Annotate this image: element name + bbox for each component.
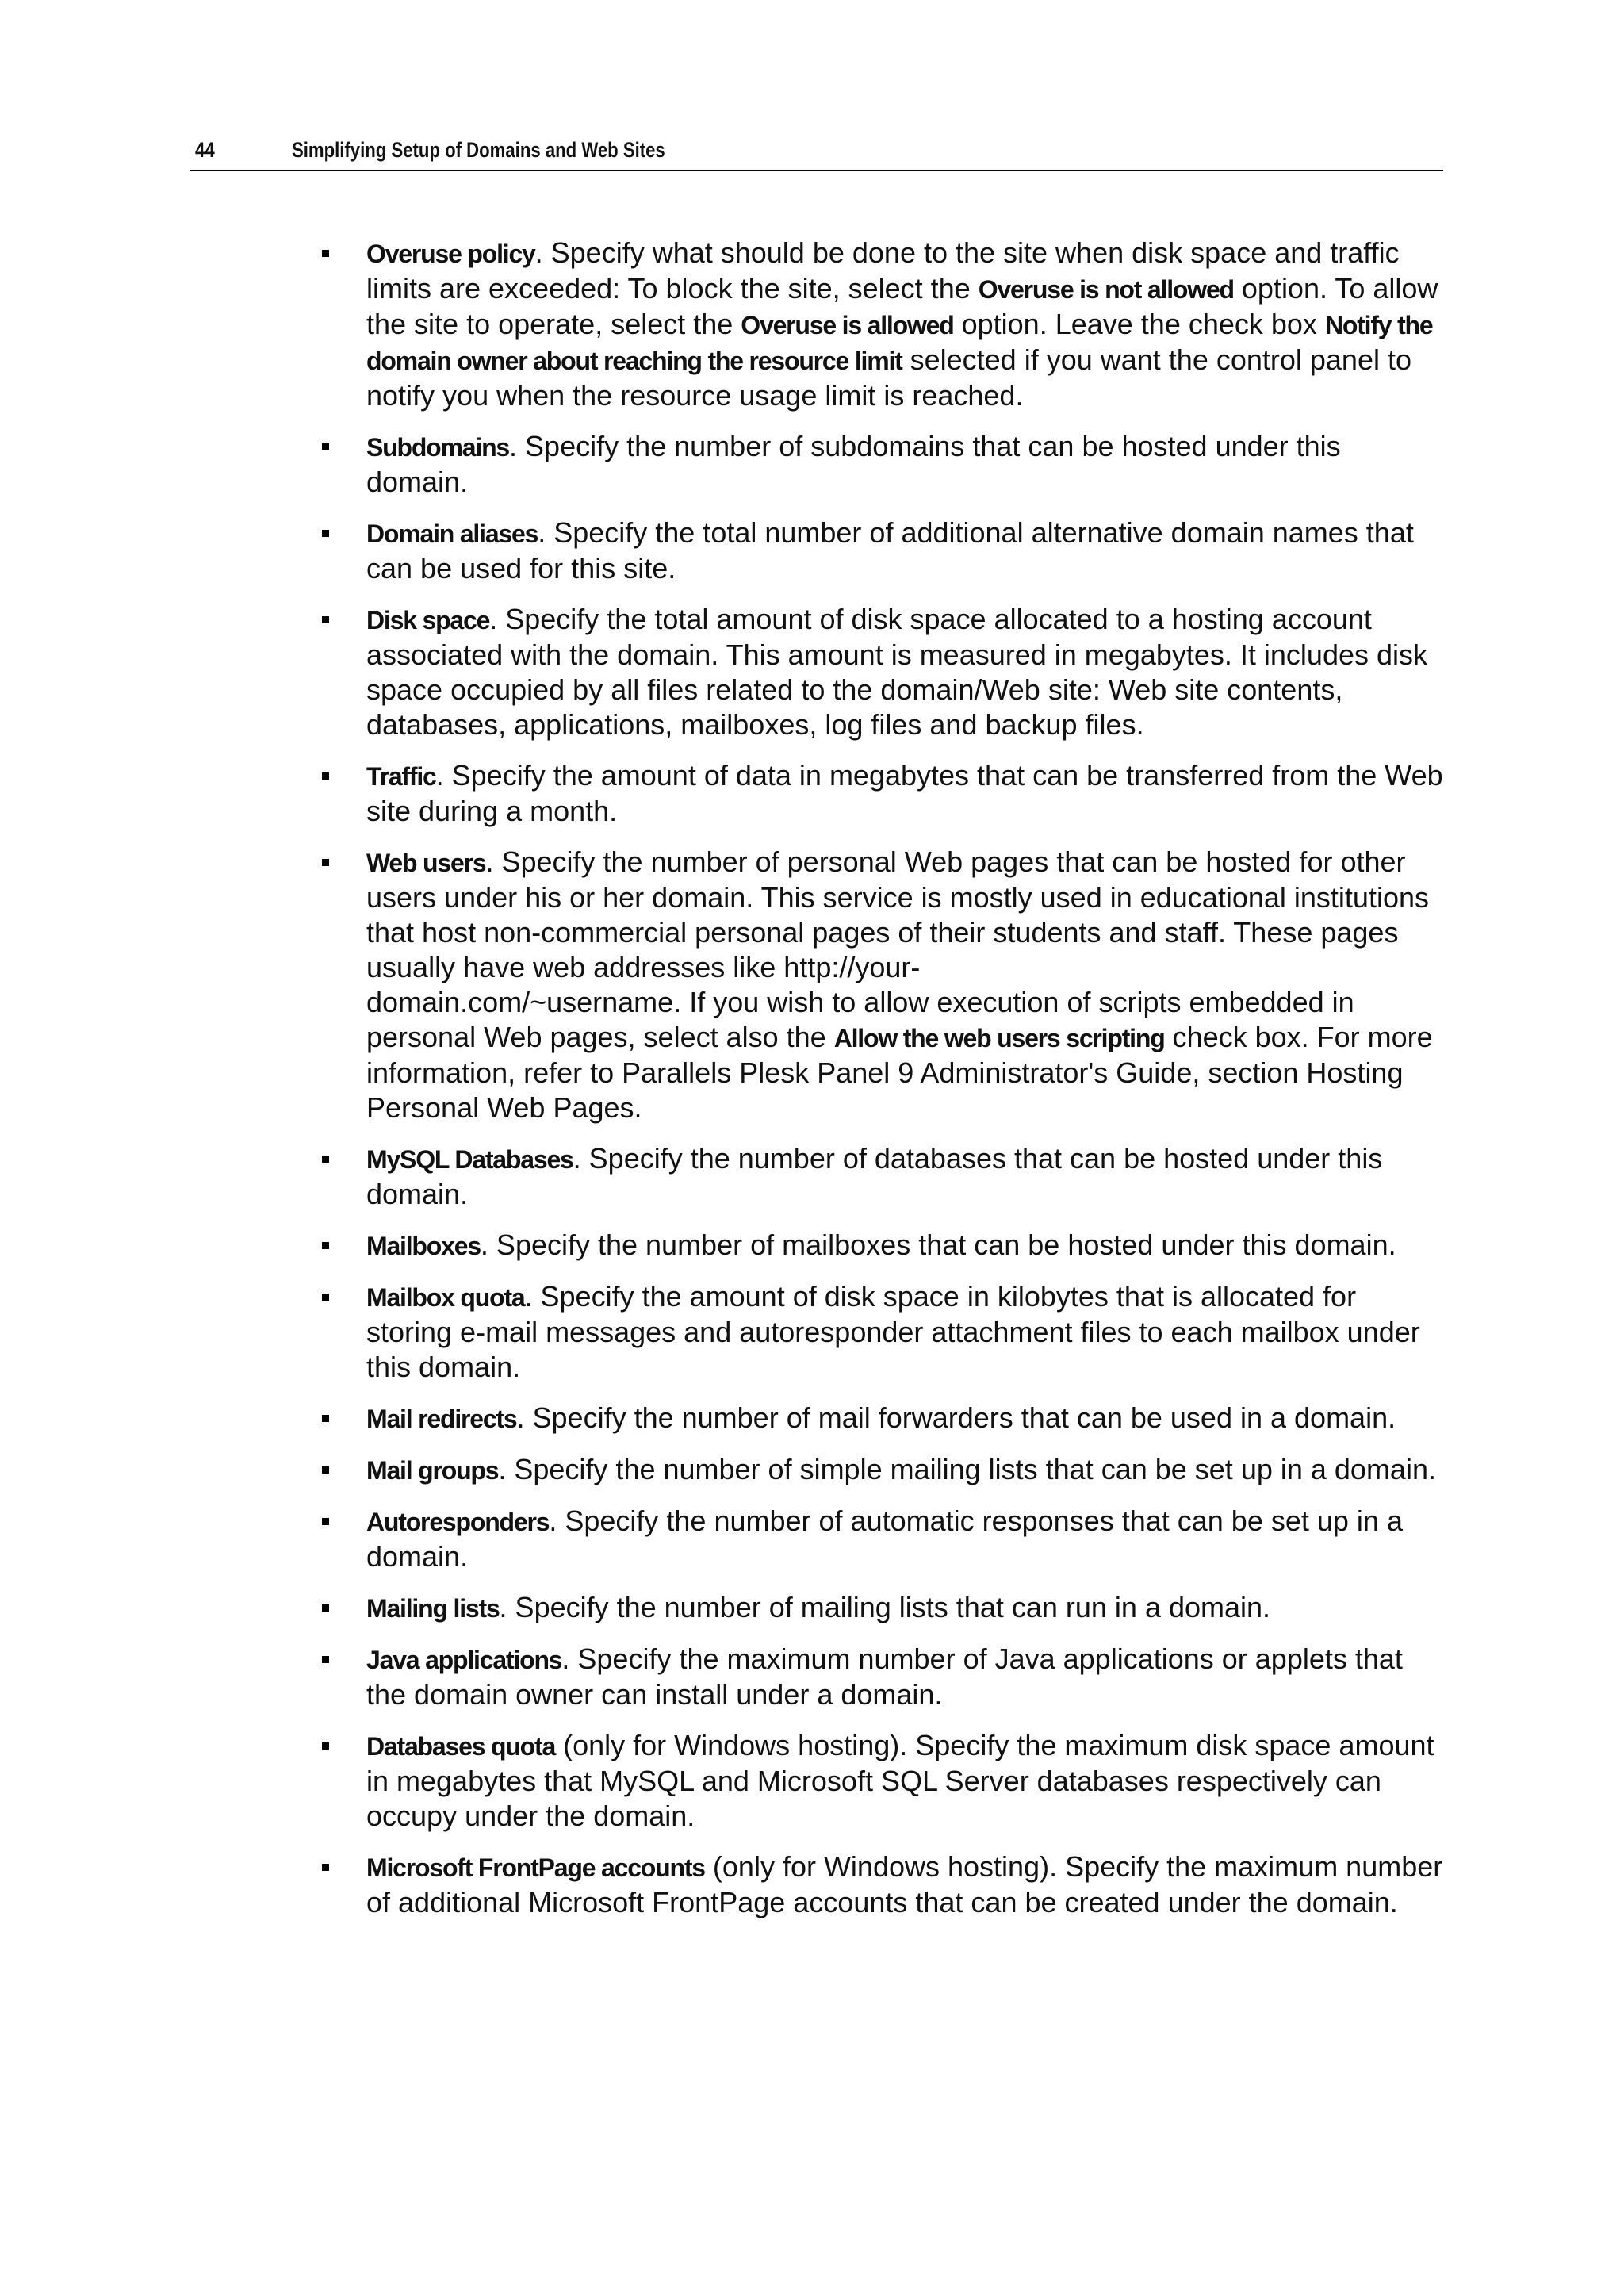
- item-text: domain.com/~username. If you wish to allow execution of scripts embedded in personal Web pages, select also the: [366, 986, 1354, 1053]
- term-label: Autoresponders: [366, 1508, 550, 1536]
- item-text: . Specify the total amount of disk space allocated to a hosting account associated with the domain. This amount is measured in megabytes. It includes disk space occupied by all files related to the domain/Web site: Web site contents, databases, applications, mailboxes, log files and backup files.: [366, 603, 1428, 741]
- item-text: check box. For more information, refer to Parallels Plesk Panel 9 Administrator's Guide, section Hosting Personal Web Pages.: [366, 1021, 1433, 1124]
- term-label: MySQL Databases: [366, 1145, 573, 1174]
- item-text: . Specify the number of databases that can be hosted under this domain.: [366, 1142, 1383, 1210]
- option-label: Overuse is not allowed: [978, 275, 1234, 304]
- running-head: Simplifying Setup of Domains and Web Sites: [292, 138, 665, 162]
- bullet-square-icon: [322, 250, 329, 257]
- list-item-mail-groups: [317, 1452, 1443, 1488]
- item-text: . Specify the number of mailing lists that can run in a domain.: [499, 1591, 1271, 1623]
- limits-bullet-list: [317, 236, 1443, 1920]
- bullet-square-icon: [322, 1656, 329, 1663]
- item-text: . Specify the maximum number of Java applications or applets that the domain owner can install under a domain.: [366, 1642, 1403, 1711]
- item-text: (only for Windows hosting). Specify the maximum number of additional Microsoft FrontPage accounts that can be created under the domain.: [366, 1850, 1443, 1918]
- term-label: Subdomains: [366, 433, 510, 462]
- item-text: . Specify the amount of data in megabytes that can be transferred from the Web site during a month.: [366, 759, 1443, 827]
- checkbox-label: Allow the web users scripting: [833, 1024, 1165, 1052]
- item-text: . Specify the amount of disk space in kilobytes that is allocated for storing e-mail messages and autoresponder attachment files to each mailbox under this domain.: [366, 1280, 1420, 1383]
- bullet-square-icon: [322, 443, 329, 450]
- list-item-mailing-lists: [317, 1590, 1443, 1626]
- bullet-square-icon: [322, 616, 329, 623]
- list-item-frontpage-accounts: [317, 1849, 1443, 1920]
- list-item-traffic: [317, 758, 1443, 829]
- bullet-square-icon: [322, 1864, 329, 1871]
- term-label: Mailboxes: [366, 1232, 481, 1260]
- term-label: Mail groups: [366, 1456, 499, 1485]
- page-header: [190, 136, 1443, 171]
- term-label: Microsoft FrontPage accounts: [366, 1853, 705, 1882]
- bullet-square-icon: [322, 1294, 329, 1301]
- list-item-overuse-policy: [317, 236, 1443, 413]
- list-item-mailbox-quota: [317, 1279, 1443, 1385]
- bullet-square-icon: [322, 1518, 329, 1525]
- list-item-databases-quota: [317, 1728, 1443, 1834]
- term-label: Traffic: [366, 762, 436, 791]
- item-text: (only for Windows hosting). Specify the maximum disk space amount in megabytes that MySQL and Microsoft SQL Server databases respectively can occupy under the domain.: [366, 1729, 1434, 1832]
- term-label: Mailbox quota: [366, 1283, 525, 1312]
- bullet-square-icon: [322, 859, 329, 866]
- term-label: Mail redirects: [366, 1405, 517, 1433]
- list-item-java-applications: [317, 1642, 1443, 1712]
- option-label: Overuse is allowed: [741, 311, 954, 339]
- item-text: . Specify the number of mail forwarders that can be used in a domain.: [516, 1401, 1396, 1434]
- list-item-web-users: [317, 845, 1443, 1125]
- list-item-autoresponders: [317, 1504, 1443, 1574]
- item-text: . Specify the number of automatic responses that can be set up in a domain.: [366, 1504, 1403, 1573]
- bullet-square-icon: [322, 530, 329, 537]
- term-label: Domain aliases: [366, 519, 538, 548]
- bullet-square-icon: [322, 772, 329, 780]
- item-text: option. Leave the check box: [953, 308, 1325, 340]
- item-text: . Specify the total number of additional alternative domain names that can be used for this site.: [366, 516, 1414, 585]
- item-text: . Specify the number of subdomains that can be hosted under this domain.: [366, 430, 1341, 498]
- page-number: 44: [195, 138, 215, 162]
- bullet-square-icon: [322, 1156, 329, 1163]
- bullet-square-icon: [322, 1604, 329, 1612]
- term-label: Mailing lists: [366, 1594, 500, 1623]
- checkbox-label: Notify the domain owner about reaching the resource limit: [366, 311, 1433, 375]
- list-item-domain-aliases: [317, 516, 1443, 586]
- term-label: Web users: [366, 849, 486, 877]
- list-item-subdomains: [317, 429, 1443, 500]
- term-label: Disk space: [366, 606, 490, 634]
- item-text: selected if you want the control panel to notify you when the resource usage limit is reached.: [366, 343, 1412, 412]
- term-label: Java applications: [366, 1646, 562, 1674]
- bullet-square-icon: [322, 1415, 329, 1422]
- item-text: . Specify what should be done to the site when disk space and traffic limits are exceeded: To block the site, select the: [366, 236, 1400, 305]
- item-text: . Specify the number of mailboxes that can be hosted under this domain.: [480, 1228, 1396, 1261]
- item-text: . Specify the number of personal Web pages that can be hosted for other users under his or her domain. This service is mostly used in educational institutions that host non-commercial personal pages of their students and staff. These pages usually have web addresses like http://your-: [366, 845, 1429, 983]
- bullet-square-icon: [322, 1242, 329, 1249]
- bullet-square-icon: [322, 1742, 329, 1750]
- list-item-mysql-databases: [317, 1141, 1443, 1212]
- item-text: . Specify the number of simple mailing lists that can be set up in a domain.: [498, 1453, 1436, 1485]
- term-label: Databases quota: [366, 1732, 556, 1761]
- page-content: [317, 236, 1443, 1936]
- bullet-square-icon: [322, 1466, 329, 1474]
- list-item-mailboxes: [317, 1228, 1443, 1263]
- item-text: option. To allow the site to operate, select the: [366, 272, 1438, 340]
- term-label: Overuse policy: [366, 240, 535, 268]
- list-item-disk-space: [317, 602, 1443, 742]
- list-item-mail-redirects: [317, 1401, 1443, 1436]
